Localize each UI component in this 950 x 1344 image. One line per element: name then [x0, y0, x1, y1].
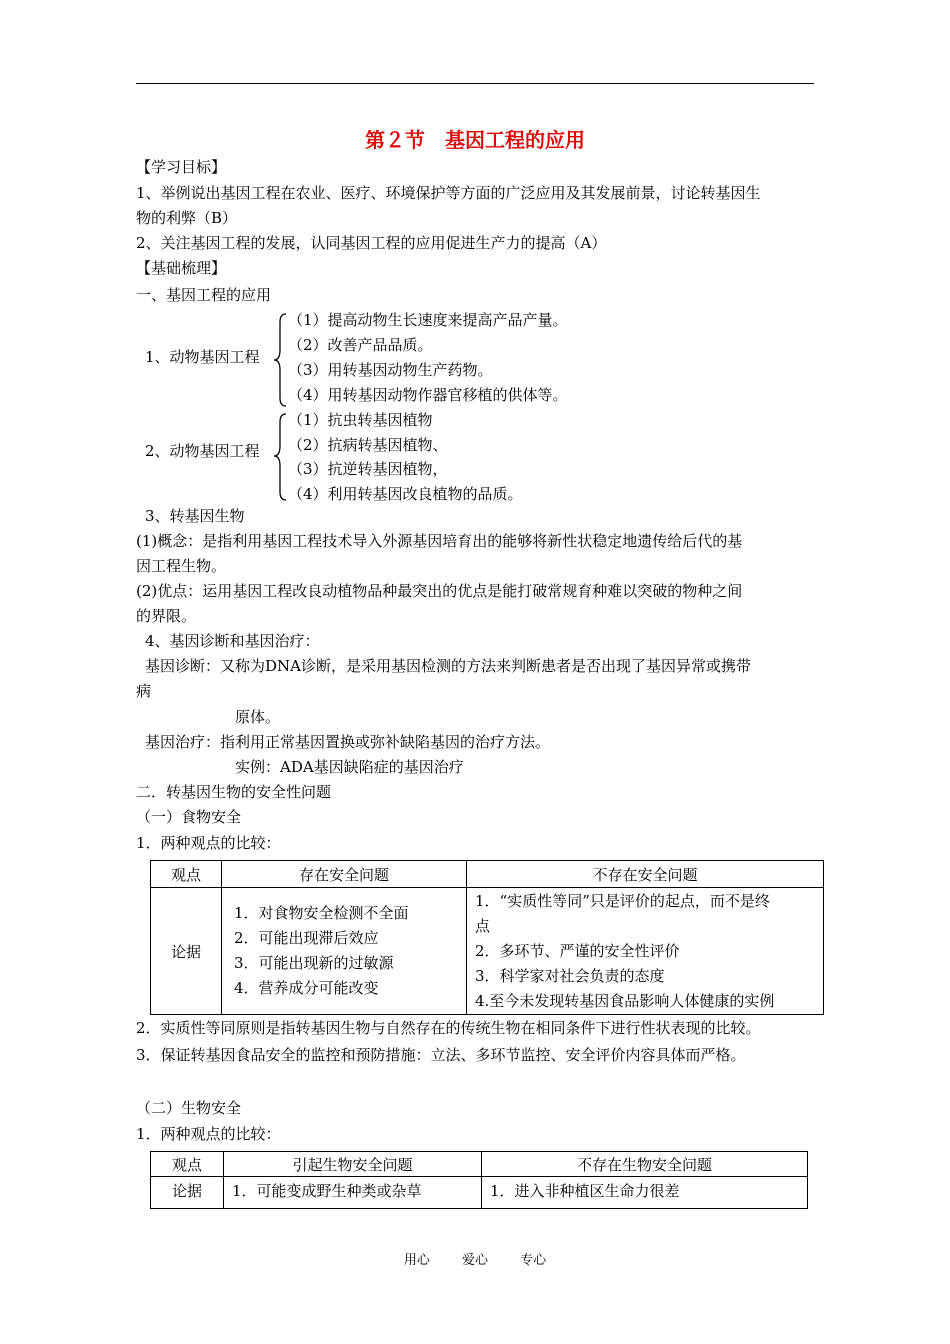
objective-1-line2: 物的利弊（B）	[136, 209, 238, 227]
list-item: 4．营养成分可能改变	[234, 979, 379, 997]
list-item: 2．多环节、严谨的安全性评价	[475, 941, 680, 960]
list-item: 1．“实质性等同”只是评价的起点，而不是终	[475, 891, 770, 910]
gmo-concept-line1: (1)概念：是指利用基因工程技术导入外源基因培育出的能够将新性状稳定地遗传给后代的基	[136, 532, 743, 550]
table-header-row	[151, 1152, 808, 1177]
animal-item-1: （1）提高动物生长速度来提高产品产量。	[288, 311, 568, 329]
animal-group-label: 1、动物基因工程	[145, 348, 260, 366]
plant-group-label: 2、动物基因工程	[145, 442, 260, 460]
animal-brace	[270, 312, 290, 408]
section-1-heading: 一、基因工程的应用	[136, 286, 272, 304]
table-header-unsafe: 存在安全问题	[222, 861, 467, 888]
footer-text: 专心	[520, 1253, 547, 1268]
animal-item-3: （3）用转基因动物生产药物。	[288, 361, 493, 379]
table-header-safe: 不存在安全问题	[467, 861, 824, 888]
table-header-view: 观点	[151, 861, 222, 888]
bio-safety-heading: （二）生物安全	[136, 1099, 242, 1117]
list-item: 3．科学家对社会负责的态度	[475, 966, 665, 985]
table-header-row	[151, 861, 824, 888]
gmo-concept-line2: 因工程生物。	[136, 557, 227, 575]
plant-item-2: （2）抗病转基因植物、	[288, 436, 448, 454]
unsafe-reasons-cell: 1．可能变成野生种类或杂草	[224, 1177, 482, 1209]
table-row-label: 论据	[151, 888, 222, 1015]
bio-safety-table	[150, 1151, 808, 1209]
basics-heading: 【基础梳理】	[136, 259, 227, 277]
table-header-view: 观点	[151, 1152, 224, 1177]
animal-item-2: （2）改善产品品质。	[288, 336, 433, 354]
list-item: 1．对食物安全检测不全面	[234, 904, 409, 922]
page-title: 第２节 基因工程的应用	[365, 128, 585, 152]
objectives-heading: 【学习目标】	[136, 158, 227, 176]
header-rule	[136, 83, 814, 84]
food-safety-table	[150, 860, 824, 1015]
footer-text: 用心	[403, 1253, 430, 1268]
bio-compare-heading: 1．两种观点的比较：	[136, 1125, 281, 1143]
list-item: 3．可能出现新的过敏源	[234, 954, 394, 972]
table-row	[151, 1177, 808, 1209]
diagnosis-line3: 原体。	[235, 708, 281, 726]
table-row	[151, 888, 824, 1015]
safe-reasons-cell: 1．进入非种植区生命力很差	[482, 1177, 808, 1209]
animal-item-4: （4）用转基因动物作器官移植的供体等。	[288, 386, 568, 404]
table-header-unsafe: 引起生物安全问题	[224, 1152, 482, 1177]
food-point-3: 3．保证转基因食品安全的监控和预防措施：立法、多环节监控、安全评价内容具体而严格。	[136, 1046, 746, 1064]
therapy-text: 基因治疗：指利用正常基因置换或弥补缺陷基因的治疗方法。	[145, 733, 551, 751]
food-safety-heading: （一）食物安全	[136, 808, 242, 826]
list-item: 点	[475, 916, 491, 935]
diagnosis-heading: 4、基因诊断和基因治疗：	[145, 632, 320, 650]
safe-reasons-cell	[467, 888, 824, 1015]
footer-text: 爱心	[461, 1253, 488, 1268]
section-2-heading: 二．转基因生物的安全性问题	[136, 783, 332, 801]
diagnosis-line2: 病	[136, 682, 152, 700]
gmo-advantage-line2: 的界限。	[136, 607, 197, 625]
gmo-advantage-line1: (2)优点：运用基因工程改良动植物品种最突出的优点是能打破常规育种难以突破的物种之间	[136, 582, 743, 600]
diagnosis-line1: 基因诊断：又称为DNA诊断，是采用基因检测的方法来判断患者是否出现了基因异常或携带	[145, 657, 751, 675]
therapy-example: 实例：ADA基因缺陷症的基因治疗	[235, 758, 464, 776]
food-compare-heading: 1．两种观点的比较：	[136, 834, 281, 852]
page-footer	[0, 1249, 950, 1268]
list-item: 2．可能出现滞后效应	[234, 929, 379, 947]
objective-2: 2、关注基因工程的发展，认同基因工程的应用促进生产力的提高（A）	[136, 234, 607, 252]
table-row-label: 论据	[151, 1177, 224, 1209]
plant-brace	[270, 412, 290, 502]
plant-item-4: （4）利用转基因改良植物的品质。	[288, 485, 523, 503]
unsafe-reasons-cell	[222, 888, 467, 1015]
objective-1-line1: 1、举例说出基因工程在农业、医疗、环境保护等方面的广泛应用及其发展前景，讨论转基因生	[136, 184, 761, 202]
list-item: 4.至今未发现转基因食品影响人体健康的实例	[475, 991, 775, 1010]
gmo-heading: 3、转基因生物	[145, 507, 245, 525]
table-header-safe: 不存在生物安全问题	[482, 1152, 808, 1177]
plant-item-1: （1）抗虫转基因植物	[288, 411, 433, 429]
plant-item-3: （3）抗逆转基因植物，	[288, 460, 448, 478]
food-point-2: 2．实质性等同原则是指转基因生物与自然存在的传统生物在相同条件下进行性状表现的比较。	[136, 1019, 761, 1037]
